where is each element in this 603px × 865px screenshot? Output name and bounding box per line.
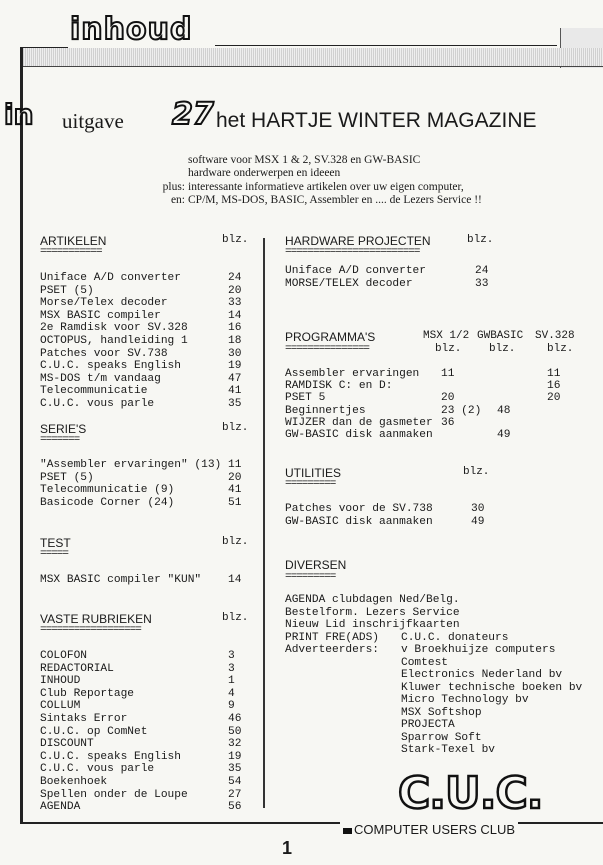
club-name: COMPUTER USERS CLUB	[340, 822, 518, 837]
section-underline: =======	[40, 434, 80, 446]
intro-line: CP/M, MS-DOS, BASIC, Assembler en .... de Lezers Service !!	[188, 194, 482, 206]
page-ref: 24	[475, 265, 489, 277]
page-ref: 20	[228, 471, 242, 484]
list-item: PSET (5)	[40, 284, 94, 297]
column-header: SV.328	[535, 330, 575, 342]
blz-label: blz.	[467, 234, 494, 246]
page-ref: 32	[228, 738, 242, 751]
section-underline: ==================	[40, 624, 141, 636]
page-ref: 24	[228, 272, 242, 284]
list-item: GW-BASIC disk aanmaken	[285, 515, 433, 528]
blz-label: blz.	[547, 343, 574, 355]
section-underline: ===============	[285, 343, 370, 355]
blz-label: blz.	[463, 466, 490, 478]
page-ref: 41	[228, 385, 242, 398]
section-heading: PROGRAMMA'S	[285, 330, 376, 344]
section-heading: TEST	[40, 536, 71, 550]
frame-left-rule	[20, 48, 23, 823]
list-item: Patches voor de SV.738	[285, 503, 433, 515]
list-item: Bestelform. Lezers Service	[285, 606, 460, 619]
page-ref: 56	[228, 801, 242, 814]
page-ref: 1	[228, 675, 235, 688]
list-item: Basicode Corner (24)	[40, 496, 175, 509]
intro-line: interessante informatieve artikelen over uw eigen computer,	[188, 181, 464, 193]
advertiser: Comtest	[401, 656, 448, 669]
table-row-title: WIJZER dan de gasmeter	[285, 416, 433, 429]
page-ref: 33	[475, 277, 489, 290]
list-item: MSX BASIC compiler "KUN"	[40, 574, 202, 586]
page-ref: 16	[228, 322, 242, 335]
list-item: 2e Ramdisk voor SV.328	[40, 322, 188, 335]
page-ref: 18	[228, 335, 242, 347]
advertiser: Electronics Nederland bv	[401, 669, 563, 681]
list-item: Sintaks Error	[40, 713, 128, 725]
intro-label: en:	[170, 194, 185, 206]
page-ref: 49	[471, 515, 485, 528]
list-item: Morse/Telex decoder	[40, 297, 168, 310]
advertiser: Sparrow Soft	[401, 731, 482, 744]
issue-title: het HARTJE WINTER MAGAZINE	[216, 109, 537, 132]
table-cell: 23 (2)	[441, 404, 482, 417]
list-item: COLOFON	[40, 650, 87, 662]
issue-label: uitgave	[62, 109, 124, 133]
table-row-title: RAMDISK C: en D:	[285, 380, 393, 393]
page-ref: 30	[228, 347, 242, 360]
table-cell: 11	[441, 368, 455, 380]
page-ref: 3	[228, 662, 235, 675]
list-item: MSX BASIC compiler	[40, 309, 161, 322]
list-item: Patches voor SV.738	[40, 347, 168, 360]
masthead-title: inhoud	[70, 12, 193, 47]
section-heading: DIVERSEN	[285, 558, 347, 572]
list-item: COLLUM	[40, 700, 81, 713]
list-item: Spellen onder de Loupe	[40, 788, 188, 801]
table-row-title: Assembler ervaringen	[285, 368, 420, 380]
blz-label: blz.	[489, 343, 516, 355]
page-ref: 4	[228, 687, 235, 700]
list-item: MORSE/TELEX decoder	[285, 277, 413, 290]
list-item: Telecommunicatie (9)	[40, 484, 175, 497]
column-header: MSX 1/2	[423, 330, 470, 342]
list-item: C.U.C. vous parle	[40, 763, 155, 776]
list-item: AGENDA	[40, 801, 81, 814]
column-divider	[263, 238, 265, 808]
blz-label: blz.	[222, 234, 249, 246]
section-heading: SERIE'S	[40, 422, 87, 436]
list-item: C.U.C. op ComNet	[40, 725, 148, 738]
section-underline: =========	[285, 478, 336, 490]
page-ref: 54	[228, 776, 242, 788]
list-item: C.U.C. speaks English	[40, 360, 181, 373]
advertiser: Micro Technology bv	[401, 694, 529, 706]
blz-label: blz.	[435, 343, 462, 355]
list-item: C.U.C. donateurs	[401, 631, 509, 644]
intro-line: software voor MSX 1 & 2, SV.328 en GW-BASIC	[188, 154, 421, 166]
divider	[20, 47, 68, 48]
advertiser: Kluwer technische boeken bv	[401, 681, 583, 694]
page-number: 1	[282, 838, 293, 858]
table-cell: 20	[547, 392, 561, 405]
section-underline: ========================	[285, 246, 420, 258]
list-item: MS-DOS t/m vandaag	[40, 372, 161, 385]
list-item: REDACTORIAL	[40, 662, 114, 675]
table-row-title: Beginnertjes	[285, 404, 366, 417]
table-cell: 36	[441, 416, 455, 429]
section-heading: HARDWARE PROJECTEN	[285, 234, 431, 248]
advertiser: MSX Softshop	[401, 706, 482, 719]
page-ref: 27	[228, 788, 242, 801]
list-item: AGENDA clubdagen Ned/Belg.	[285, 594, 460, 606]
section-underline: =========	[285, 571, 336, 583]
list-item: Club Reportage	[40, 687, 134, 700]
divider	[215, 45, 557, 46]
section-heading: ARTIKELEN	[40, 234, 107, 248]
list-item: PRINT FRE(ADS)	[285, 631, 379, 644]
page-ref: 3	[228, 650, 235, 662]
list-item: OCTOPUS, handleiding 1	[40, 335, 188, 347]
page-ref: 9	[228, 700, 235, 713]
list-item: Uniface A/D converter	[285, 265, 426, 277]
section-underline: =====	[40, 548, 69, 560]
list-item: PSET (5)	[40, 471, 94, 484]
advertiser: v Broekhuijze computers	[401, 644, 556, 656]
column-header: GWBASIC	[477, 330, 524, 342]
list-item: C.U.C. speaks English	[40, 750, 181, 763]
table-cell: 49	[497, 429, 511, 441]
page-ref: 20	[228, 284, 242, 297]
list-item: Uniface A/D converter	[40, 272, 181, 284]
blz-label: blz.	[222, 422, 249, 434]
list-item: INHOUD	[40, 675, 81, 688]
list-item: DISCOUNT	[40, 738, 94, 751]
advertiser: PROJECTA	[401, 719, 455, 731]
list-item: Nieuw Lid inschrijfkaarten	[285, 619, 460, 631]
page-ref: 47	[228, 372, 242, 385]
table-cell: 20	[441, 392, 455, 405]
table-row-title: PSET 5	[285, 392, 326, 405]
list-item: Boekenhoek	[40, 776, 108, 788]
advertiser: Stark-Texel bv	[401, 744, 495, 756]
list-item: Telecommunicatie	[40, 385, 148, 398]
blz-label: blz.	[222, 612, 249, 624]
page-ref: 35	[228, 398, 242, 410]
page-ref: 19	[228, 750, 242, 763]
intro-line: hardware onderwerpen en ideeen	[188, 167, 341, 179]
blz-label: blz.	[222, 536, 249, 548]
page-ref: 35	[228, 763, 242, 776]
table-cell: 16	[547, 380, 561, 393]
page-ref: 14	[228, 309, 242, 322]
table-cell: 11	[547, 368, 561, 380]
page-ref: 41	[228, 484, 242, 497]
section-heading: VASTE RUBRIEKEN	[40, 612, 152, 626]
page-ref: 11	[228, 459, 242, 471]
issue-number: 27	[172, 97, 214, 132]
list-item: "Assembler ervaringen" (13)	[40, 459, 222, 471]
intro-label: plus:	[162, 181, 185, 193]
list-item: Adverteerders:	[285, 644, 379, 656]
header-band	[23, 48, 603, 67]
list-item: C.U.C. vous parle	[40, 398, 155, 410]
issue-prefix: in	[4, 98, 34, 131]
section-underline: ===========	[40, 246, 102, 258]
table-cell: 48	[497, 404, 511, 417]
page-ref: 33	[228, 297, 242, 310]
page-ref: 50	[228, 725, 242, 738]
section-heading: UTILITIES	[285, 466, 342, 480]
page-ref: 19	[228, 360, 242, 373]
page-ref: 14	[228, 574, 242, 586]
page-ref: 51	[228, 496, 242, 509]
table-row-title: GW-BASIC disk aanmaken	[285, 429, 433, 441]
cuc-logo: C.U.C.	[398, 768, 543, 819]
page-ref: 46	[228, 713, 242, 725]
page-ref: 30	[471, 503, 485, 515]
